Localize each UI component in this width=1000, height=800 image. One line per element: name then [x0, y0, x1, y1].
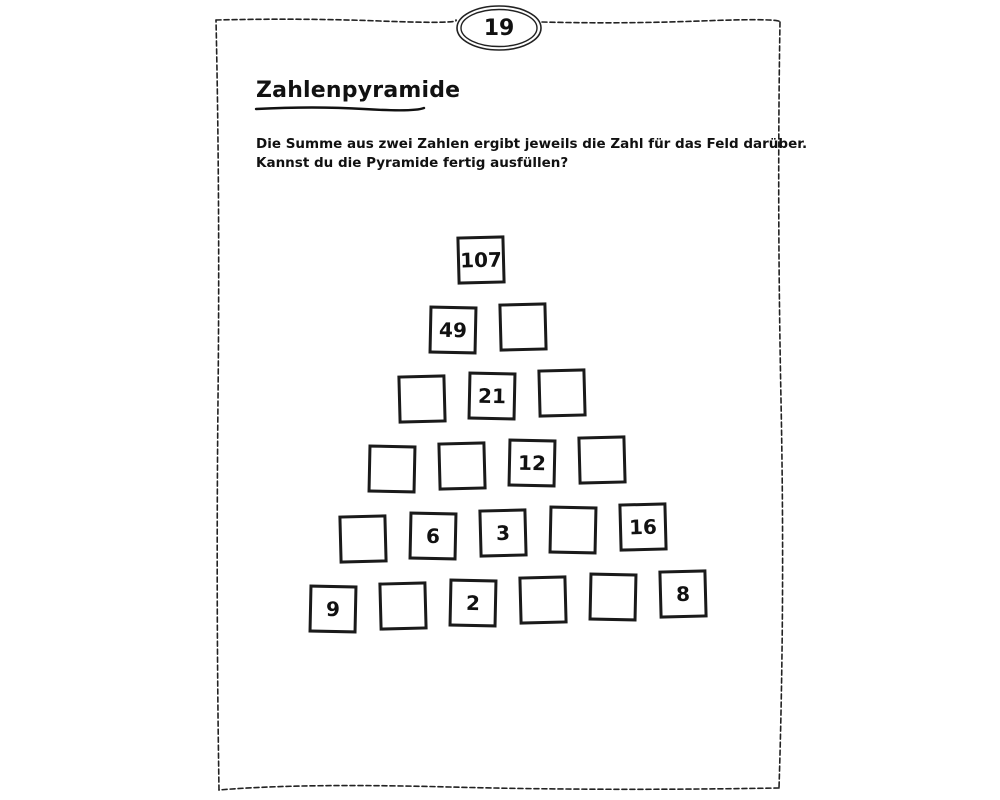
- pyramid-cell[interactable]: [498, 302, 547, 351]
- pyramid-cell[interactable]: 9: [309, 585, 358, 634]
- pyramid-cell[interactable]: 12: [508, 439, 557, 488]
- title-underline: [254, 104, 429, 114]
- pyramid-cell[interactable]: [518, 575, 567, 624]
- pyramid-cell[interactable]: 107: [456, 235, 505, 284]
- pyramid-cell[interactable]: 21: [468, 372, 517, 421]
- pyramid-cell[interactable]: [368, 445, 417, 494]
- pyramid-cell[interactable]: [437, 441, 486, 490]
- pyramid-cell[interactable]: 3: [478, 508, 527, 557]
- instructions-line-2: Kannst du die Pyramide fertig ausfüllen?: [256, 155, 569, 171]
- pyramid-cell[interactable]: 49: [429, 306, 478, 355]
- instructions-line-1: Die Summe aus zwei Zahlen ergibt jeweils die Zahl für das Feld darüber.: [256, 136, 808, 152]
- pyramid-cell[interactable]: [338, 514, 387, 563]
- pyramid-cell[interactable]: [549, 506, 598, 555]
- page-title: Zahlenpyramide: [256, 78, 461, 103]
- pyramid-cell[interactable]: 6: [409, 512, 458, 561]
- pyramid-cell[interactable]: 2: [449, 579, 498, 628]
- pyramid-cell[interactable]: [397, 374, 446, 423]
- page-number: 19: [483, 15, 515, 41]
- pyramid-cell[interactable]: [537, 368, 586, 417]
- pyramid-cell[interactable]: 8: [658, 569, 707, 618]
- pyramid-cell[interactable]: [378, 581, 427, 630]
- pyramid-cell[interactable]: [589, 573, 638, 622]
- instructions: [256, 135, 808, 173]
- pyramid-cell[interactable]: [577, 435, 626, 484]
- pyramid-cell[interactable]: 16: [618, 502, 667, 551]
